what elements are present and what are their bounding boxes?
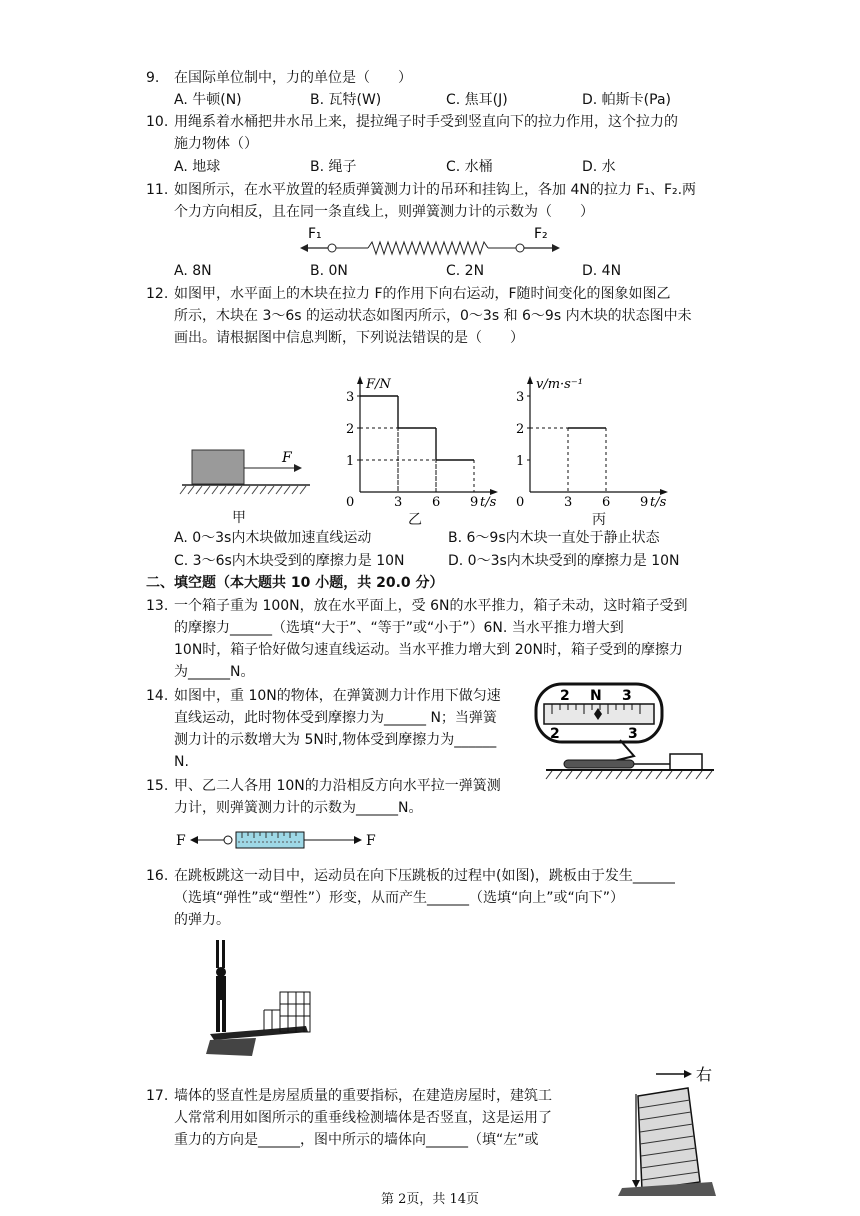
platform-support — [264, 992, 310, 1032]
option-b: B. 瓦特(W) — [310, 92, 382, 108]
force-time-chart — [336, 370, 516, 510]
option-b: B. 6～9s内木块一直处于静止状态 — [448, 530, 660, 546]
velocity-time-chart — [506, 370, 686, 510]
arrowhead-right-icon — [294, 464, 302, 472]
dial-label: 3 — [628, 726, 638, 742]
direction-label: 右 — [696, 1065, 713, 1084]
question-text-line: 如图甲，水平面上的木块在拉力 F的作用下向右运动，F随时间变化的图象如图乙 — [174, 286, 671, 302]
question-text-line: 如图所示，在水平放置的轻质弹簧测力计的吊环和挂钩上，各加 4N的拉力 F₁、F₂.两 — [174, 182, 697, 198]
question-text-line: 人常常利用如图所示的重垂线检测墙体是否竖直，这是运用了 — [174, 1110, 552, 1126]
question-text: 在国际单位制中，力的单位是（ ） — [174, 70, 412, 86]
option-d: D. 0～3s内木块受到的摩擦力是 10N — [448, 553, 680, 569]
option-d: D. 水 — [582, 159, 616, 175]
option-a: A. 8N — [174, 263, 212, 279]
question-text-line: 所示，木块在 3～6s 的运动状态如图丙所示，0～3s 和 6～9s 内木块的状态图中未 — [174, 308, 692, 324]
dial-label: N — [590, 688, 602, 704]
question-text-line: 一个箱子重为 100N，放在水平面上，受 6N的水平推力，箱子未动，这时箱子受到 — [174, 598, 688, 614]
x-tick-label: 3 — [564, 495, 573, 510]
question-text-line: 直线运动，此时物体受到摩擦力为______ N；当弹簧 — [174, 710, 497, 726]
arrowhead-right-icon — [354, 836, 362, 844]
option-c: C. 焦耳(J) — [446, 92, 508, 108]
question-text-line: N. — [174, 754, 189, 770]
option-a: A. 0～3s内木块做加速直线运动 — [174, 530, 372, 546]
dial-label: 3 — [622, 688, 632, 704]
dial-label: 2 — [550, 726, 560, 742]
y-tick-label: 2 — [516, 422, 525, 437]
ring-icon — [328, 244, 336, 252]
question-number: 13. — [146, 598, 169, 614]
force-label-f1: F₁ — [308, 226, 322, 242]
question-text-line: 重力的方向是______，图中所示的墙体向______（填“左”或 — [174, 1132, 539, 1148]
question-number: 12. — [146, 286, 169, 302]
x-tick-label: 6 — [602, 495, 611, 510]
force-label: F — [282, 450, 292, 466]
force-label-left: F — [176, 833, 186, 849]
figure-caption-jia: 甲 — [232, 510, 246, 526]
question-text-line: 施力物体（） — [174, 136, 258, 152]
question-number: 14. — [146, 688, 169, 704]
figure-caption-yi: 乙 — [408, 512, 422, 528]
y-axis-label: v/m·s⁻¹ — [536, 377, 583, 392]
x-tick-label: 3 — [394, 495, 403, 510]
question-number: 11. — [146, 182, 169, 198]
question-text-line: 墙体的竖直性是房屋质量的重要指标，在建造房屋时，建筑工 — [174, 1088, 552, 1104]
question-text-line: 的摩擦力______（选填“大于”、“等于”或“小于”）6N. 当水平推力增大到 — [174, 620, 624, 636]
x-tick-label: 0 — [516, 495, 525, 510]
arrowhead-left-icon — [300, 244, 308, 252]
spring-icon — [368, 242, 488, 254]
question-number: 15. — [146, 778, 169, 794]
object-block — [670, 754, 702, 770]
option-b: B. 0N — [310, 263, 348, 279]
x-tick-label: 9 — [640, 495, 649, 510]
question-text-line: （选填“弹性”或“塑性”）形变，从而产生______（选填“向上”或“向下”） — [174, 890, 625, 906]
spring-scale-body — [564, 760, 634, 768]
option-c: C. 3～6s内木块受到的摩擦力是 10N — [174, 553, 405, 569]
arrowhead-right-icon — [684, 1070, 692, 1078]
question-text-line: 10N时，箱子恰好做匀速直线运动。当水平推力增大到 20N时，箱子受到的摩擦力 — [174, 642, 684, 658]
question-text-line: 测力计的示数增大为 5N时,物体受到摩擦力为______ — [174, 732, 497, 748]
y-axis-arrowhead-icon — [357, 376, 363, 384]
y-tick-label: 3 — [346, 390, 355, 405]
question-text-line: 为______N。 — [174, 664, 255, 680]
section-heading: 二、填空题（本大题共 10 小题，共 20.0 分） — [146, 575, 444, 591]
option-a: A. 牛顿(N) — [174, 92, 242, 108]
x-axis-label: t/s — [480, 495, 497, 510]
y-tick-label: 2 — [346, 422, 355, 437]
question-number: 9. — [146, 70, 160, 86]
question-text-line: 画出。请根据图中信息判断，下列说法错误的是（ ） — [174, 330, 524, 346]
block-figure — [178, 440, 318, 496]
question-number: 10. — [146, 114, 169, 130]
ring-icon — [224, 836, 232, 844]
question-text-line: 如图中，重 10N的物体，在弹簧测力计作用下做匀速 — [174, 688, 501, 704]
diving-board-figure — [196, 936, 326, 1064]
board-shadow — [206, 1038, 256, 1056]
diver-silhouette — [216, 940, 226, 1032]
spring-scale-figure — [298, 222, 568, 262]
y-tick-label: 1 — [346, 454, 355, 469]
x-tick-label: 6 — [432, 495, 441, 510]
question-number: 16. — [146, 868, 169, 884]
plumb-line-wall-figure — [612, 1062, 722, 1198]
spring-scale-dial-figure — [530, 680, 720, 784]
option-d: D. 帕斯卡(Pa) — [582, 92, 671, 108]
dial-label: 2 — [560, 688, 570, 704]
page-footer: 第 2页，共 14页 — [380, 1192, 480, 1207]
question-text-line: 个力方向相反，且在同一条直线上，则弹簧测力计的示数为（ ） — [174, 204, 594, 220]
plumb-bob-icon — [632, 1180, 640, 1188]
option-b: B. 绳子 — [310, 159, 357, 175]
ground-hatch — [546, 771, 712, 779]
question-text-line: 力计，则弹簧测力计的示数为______N。 — [174, 800, 423, 816]
y-tick-label: 3 — [516, 390, 525, 405]
question-number: 17. — [146, 1088, 169, 1104]
hook-icon — [516, 244, 524, 252]
arrowhead-right-icon — [552, 244, 560, 252]
wood-block — [192, 450, 244, 484]
spring-scale-body — [236, 832, 304, 848]
ground-hatch — [180, 486, 306, 494]
x-axis-label: t/s — [650, 495, 667, 510]
x-tick-label: 9 — [470, 495, 479, 510]
x-tick-label: 0 — [346, 495, 355, 510]
y-axis-label: F/N — [366, 377, 391, 392]
question-text-line: 的弹力。 — [174, 912, 230, 928]
question-text-line: 在跳板跳这一动目中，运动员在向下压跳板的过程中(如图)，跳板由于发生______ — [174, 868, 675, 884]
option-a: A. 地球 — [174, 159, 221, 175]
y-tick-label: 1 — [516, 454, 525, 469]
force-label-right: F — [366, 833, 376, 849]
figure-caption-bing: 丙 — [592, 512, 606, 528]
option-c: C. 2N — [446, 263, 485, 279]
option-c: C. 水桶 — [446, 159, 493, 175]
question-text-line: 用绳系着水桶把井水吊上来，提拉绳子时手受到竖直向下的拉力作用，这个拉力的 — [174, 114, 678, 130]
y-axis-arrowhead-icon — [527, 376, 533, 384]
question-text-line: 甲、乙二人各用 10N的力沿相反方向水平拉一弹簧测 — [174, 778, 501, 794]
force-label-f2: F₂ — [534, 226, 548, 242]
option-d: D. 4N — [582, 263, 622, 279]
spring-scale-horizontal-figure — [174, 826, 384, 854]
